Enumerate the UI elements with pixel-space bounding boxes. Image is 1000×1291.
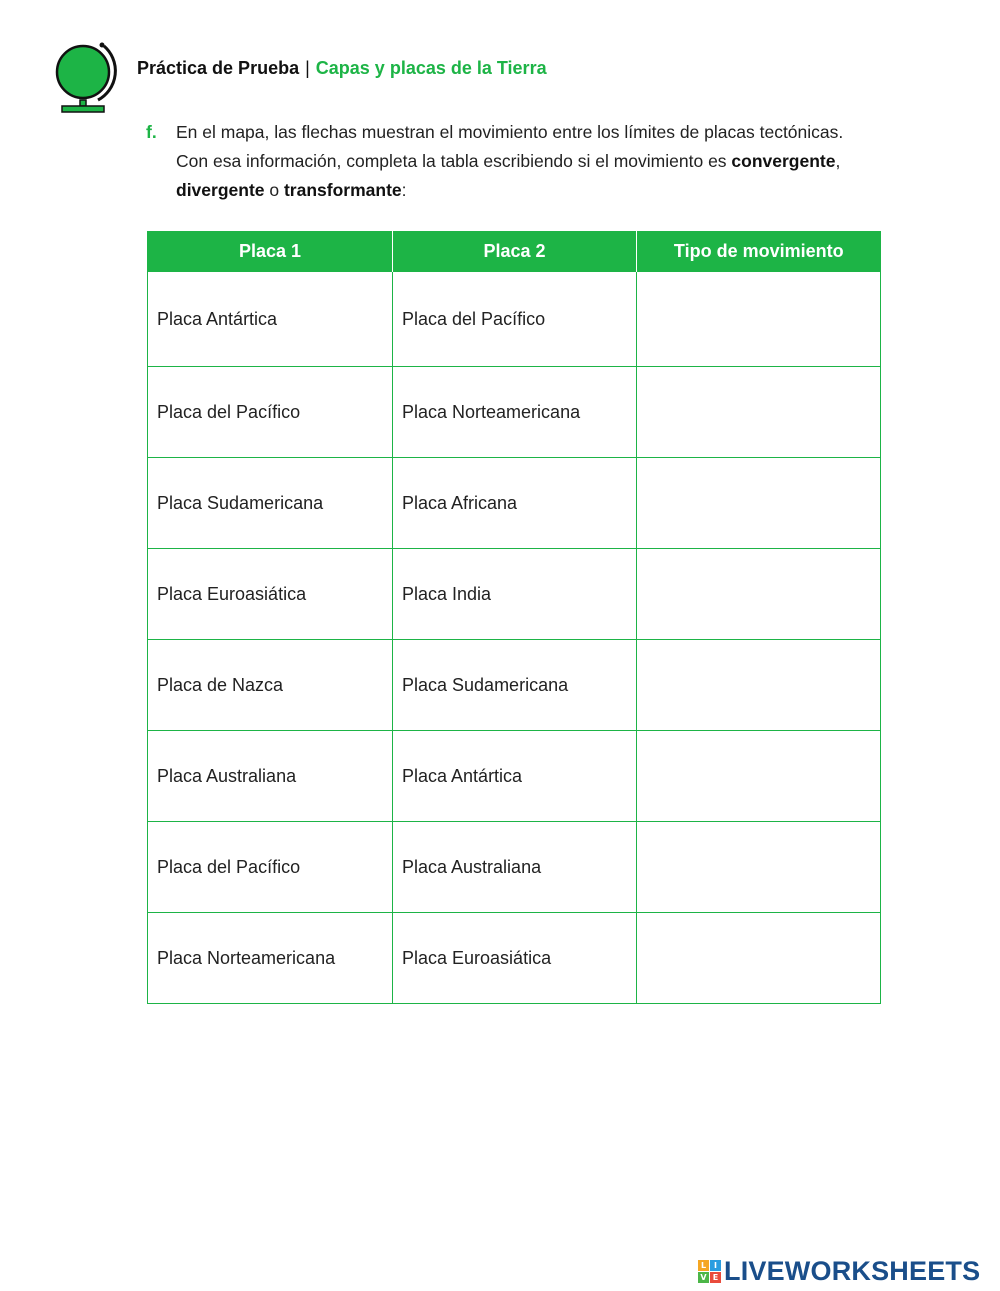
plate-2-cell: Placa Antártica [393,731,637,822]
document-subtitle: Capas y placas de la Tierra [315,58,547,78]
question-sep-1: , [835,151,841,171]
table-row [148,549,881,640]
movement-type-answer-cell[interactable] [637,549,881,640]
plate-1-cell: Placa del Pacífico [148,822,393,913]
question-end: : [401,180,407,200]
logo-block-e: E [710,1272,721,1283]
plate-1-cell: Placa Australiana [148,731,393,822]
liveworksheets-wordmark: LIVEWORKSHEETS [724,1255,981,1286]
plate-1-cell: Placa Euroasiática [148,549,393,640]
plate-1-cell: Placa Sudamericana [148,458,393,549]
column-header-plate-2: Placa 2 [393,231,637,272]
table-row [148,731,881,822]
plate-2-cell: Placa Norteamericana [393,367,637,458]
table-row [148,458,881,549]
movement-type-answer-cell[interactable] [637,822,881,913]
question-text-intro: En el mapa, las flechas muestran el movimiento entre los límites de placas tectónicas. Con esa información, completa la tabla escribiendo si el movimiento es [176,122,844,171]
plate-2-cell: Placa India [393,549,637,640]
plates-table [147,231,881,1004]
table-row [148,272,881,367]
movement-type-answer-cell[interactable] [637,913,881,1004]
column-header-plate-1: Placa 1 [148,231,393,272]
liveworksheets-blocks-icon [698,1260,721,1283]
table-row [148,822,881,913]
plate-2-cell: Placa Euroasiática [393,913,637,1004]
liveworksheets-logo [698,1256,980,1286]
plate-1-cell: Placa de Nazca [148,640,393,731]
question-f [146,118,876,205]
plate-2-cell: Placa Sudamericana [393,640,637,731]
plate-2-cell: Placa Australiana [393,822,637,913]
term-transformante: transformante [283,180,402,200]
table-header-row [148,231,881,272]
table-row [148,640,881,731]
logo-block-l: L [698,1260,709,1271]
plate-1-cell: Placa Antártica [148,272,393,367]
question-sep-2: o [264,180,284,200]
question-letter: f. [146,122,157,142]
movement-type-answer-cell[interactable] [637,458,881,549]
movement-type-answer-cell[interactable] [637,367,881,458]
plate-1-cell: Placa Norteamericana [148,913,393,1004]
term-convergente: convergente [731,151,836,171]
logo-block-i: I [710,1260,721,1271]
question-text [176,118,876,205]
plate-1-cell: Placa del Pacífico [148,367,393,458]
logo-block-v: V [698,1272,709,1283]
movement-type-answer-cell[interactable] [637,640,881,731]
column-header-movement-type: Tipo de movimiento [637,231,881,272]
plate-2-cell: Placa Africana [393,458,637,549]
document-header [137,58,547,79]
table-row [148,367,881,458]
document-title: Práctica de Prueba [137,58,300,78]
title-separator: | [305,58,310,78]
table-row [148,913,881,1004]
movement-type-answer-cell[interactable] [637,272,881,367]
globe-icon [52,40,118,114]
movement-type-answer-cell[interactable] [637,731,881,822]
plate-2-cell: Placa del Pacífico [393,272,637,367]
term-divergente: divergente [176,180,265,200]
